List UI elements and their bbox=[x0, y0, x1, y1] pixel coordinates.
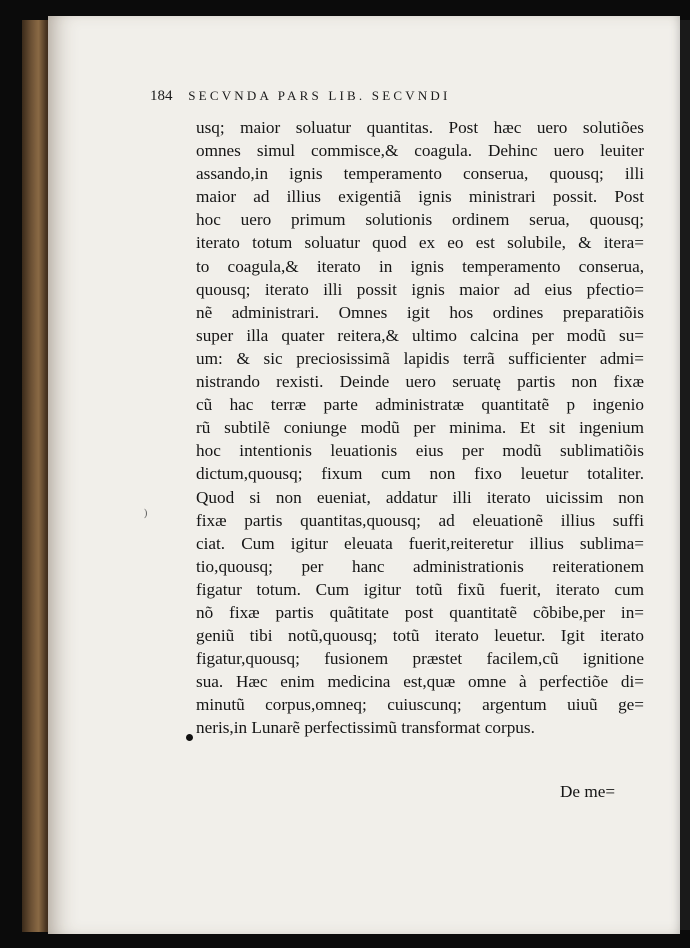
text-line: dictum,quousq; fixum cum non fixo leuetur totaliter. bbox=[196, 464, 644, 484]
text-line: Quod si non eueniat, addatur illi iterato uicissim non bbox=[196, 487, 644, 507]
text-line: cũ hac terræ parte administratæ quantitatẽ p ingenio bbox=[196, 395, 644, 415]
text-line: neris,in Lunarẽ perfectissimũ transformat corpus. bbox=[196, 718, 535, 738]
text-line: to coagula,& iterato in ignis temperamento conserua, bbox=[196, 256, 644, 276]
text-line: omnes simul commisce,& coagula. Dehinc uero leuiter bbox=[196, 141, 644, 161]
text-line: fixæ partis quantitas,quousq; ad eleuationẽ illius suffi bbox=[196, 510, 644, 530]
text-line: iterato totum soluatur quod ex eo est solubile, & itera= bbox=[196, 233, 644, 253]
page-number: 184 bbox=[150, 88, 173, 104]
text-line: um: & sic preciosissimã lapidis terrã sufficienter admi= bbox=[196, 348, 644, 368]
text-line: ciat. Cum igitur eleuata fuerit,reiteretur illius sublima= bbox=[196, 533, 644, 553]
text-line: figatur totum. Cum igitur totũ fixũ fuerit, iterato cum bbox=[196, 579, 644, 599]
text-line: minutũ corpus,omneq; cuiuscunq; argentum uiuũ ge= bbox=[196, 695, 644, 715]
text-line: geniũ tibi notũ,quousq; totũ iterato leuetur. Igit iterato bbox=[196, 626, 644, 646]
text-line: hoc intentionis leuationis eius per modũ sublimatiõis bbox=[196, 441, 644, 461]
text-line: figatur,quousq; fusionem præstet facilem,cũ ignitione bbox=[196, 649, 644, 669]
text-line: usq; maior soluatur quantitas. Post hæc uero solutiões bbox=[196, 118, 644, 137]
text-line: super illa quater reitera,& ultimo calcina per modũ su= bbox=[196, 325, 644, 345]
running-title: SECVNDA PARS LIB. SECVNDI bbox=[188, 88, 451, 103]
catchword: De me= bbox=[560, 782, 616, 801]
text-line: quousq; iterato illi possit ignis maior ad eius pfectio= bbox=[196, 279, 644, 299]
margin-bullet bbox=[186, 734, 193, 741]
page-header bbox=[150, 88, 650, 105]
text-line: assando,in ignis temperamento conserua, quousq; illi bbox=[196, 164, 644, 184]
text-line: hoc uero primum solutionis ordinem serua, quousq; bbox=[196, 210, 644, 230]
text-line: nõ fixæ partis quãtitate post quantitatẽ cõbibe,per in= bbox=[196, 602, 644, 622]
text-line: nistrando rexisti. Deinde uero seruatę partis non fixæ bbox=[196, 372, 644, 392]
text-line: nẽ administrari. Omnes igit hos ordines preparatiõis bbox=[196, 302, 644, 322]
scan-border bbox=[680, 20, 690, 930]
text-line: sua. Hæc enim medicina est,quæ omne à perfectiõe di= bbox=[196, 672, 644, 692]
text-line: maior ad illius exigentiã ignis ministrari possit. Post bbox=[196, 187, 644, 207]
margin-mark: ) bbox=[144, 508, 148, 519]
text-line: tio,quousq; per hanc administrationis reiterationem bbox=[196, 556, 644, 576]
text-line: rũ subtilẽ coniunge modũ per minima. Et sit ingenium bbox=[196, 418, 644, 438]
body-text bbox=[196, 116, 644, 740]
